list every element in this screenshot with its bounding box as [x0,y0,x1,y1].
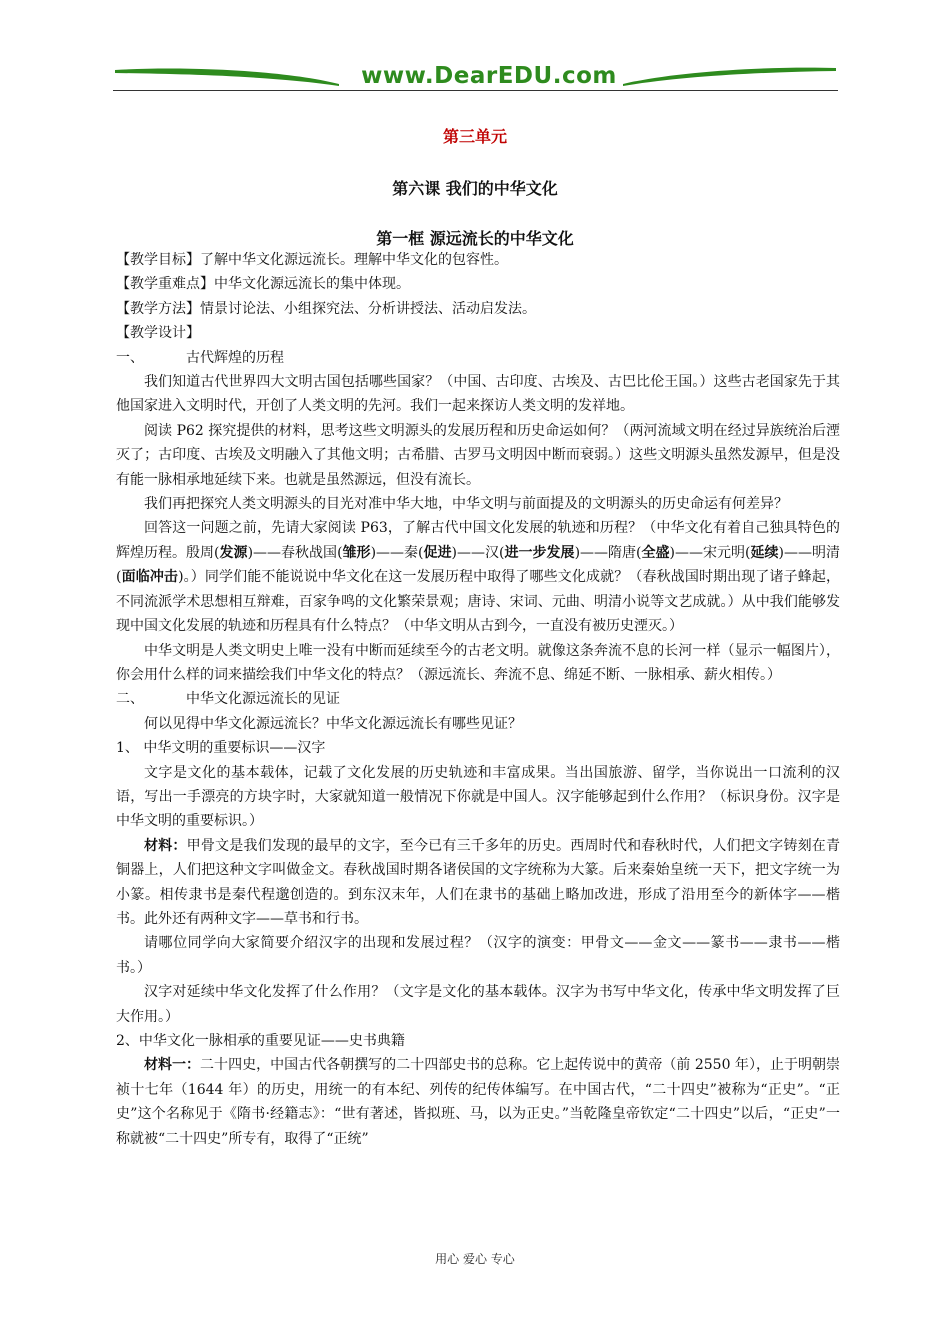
paragraph: 何以见得中华文化源远流长？中华文化源远流长有哪些见证？ [144,715,522,732]
bold-term: 全盛 [641,544,670,561]
paragraph: 文字是文化的基本载体，记载了文化发展的历史轨迹和丰富成果。当出国旅游、留学，当你说出一口流利的汉语，写出一手漂亮的方块字时，大家就知道一般情况下你就是中国人。汉字能够起到什么作用？（标识身份。汉字是中华文明的重要标识。） [116,764,840,830]
section-1-title: 古代辉煌的历程 [186,349,284,366]
material-label: 材料一： [144,1057,201,1074]
teaching-goal: 【教学目标】了解中华文化源远流长。理解中华文化的包容性。 [116,252,508,268]
material-label: 材料： [144,837,187,854]
section-2-heading [116,687,840,711]
site-header [113,62,838,92]
paragraph: 中华文明是人类文明史上唯一没有中断而延续至今的古老文明。就像这条奔流不息的长河一样（显示一幅图片），你会用什么样的词来描绘我们中华文化的特点？（源远流长、奔流不息、绵延不断、一脉相承、薪火相传。） [116,642,840,683]
teaching-key-points: 【教学重难点】中华文化源远流长的集中体现。 [116,276,410,293]
bold-term: 延续 [750,544,779,561]
section-1-number: 一、 [116,349,144,366]
bold-term: 雏形 [342,544,371,561]
material-paragraph: 材料一：二十四史，中国古代各朝撰写的二十四部史书的总称。它上起传说中的黄帝（前 2550 年），止于明朝崇祯十七年（1644 年）的历史，用统一的有本纪、列传的纪传体编写。在中国古代，“二十四史”被称为“正史”。“正史”这个名称见于《隋书·经籍志》：“世有著述，皆拟班、马，以为正史。”当乾隆皇帝钦定“二十四史”以后，“正史”一称就被“二十四史”所专有，取得了“正统” [116,1057,841,1147]
bold-term: 进一步发展 [504,544,575,561]
paragraph: 请哪位同学向大家简要介绍汉字的出现和发展过程？（汉字的演变：甲骨文——金文——篆书——隶书——楷书。） [116,935,840,976]
bold-term: 发源 [219,544,248,561]
frame-title: 第一框 源远流长的中华文化 [376,229,574,248]
subsection-heading: 2、中华文化一脉相承的重要见证——史书典籍 [116,1033,405,1049]
unit-title: 第三单元 [442,127,507,146]
paragraph-culture-timeline: 回答这一问题之前，先请大家阅读 P63，了解古代中国文化发展的轨迹和历程？（中华文化有着自己独具特色的辉煌历程。殷周(发源)——春秋战国(雏形)——秦(促进)——汉(进一步发展)——隋唐(全盛)——宋元明(延续)——明清(面临冲击)。）同学们能不能说说中华文化在这一发展历程中取得了哪些文化成就？（春秋战国时期出现了诸子蜂起，不同流派学术思想相互辩难，百家争鸣的文化繁荣景观；唐诗、宋词、元曲、明清小说等文艺成就。）从中我们能够发现中国文化发展的轨迹和历程具有什么特点？（中华文明从古到今，一直没有被历史湮灭。） [116,520,841,635]
paragraph: 我们知道古代世界四大文明古国包括哪些国家？（中国、古印度、古埃及、古巴比伦王国。）这些古老国家先于其他国家进入文明时代，开创了人类文明的先河。我们一起来探访人类文明的发祥地。 [116,374,840,415]
left-swoosh [115,69,339,86]
section-2-number: 二、 [116,691,144,708]
paragraph: 阅读 P62 探究提供的材料，思考这些文明源头的发展历程和历史命运如何？（两河流域文明在经过异族统治后湮灭了；古印度、古埃及文明融入了其他文明；古希腊、古罗马文明因中断而衰弱。）这些文明源头虽然发源早，但是没有能一脉相承地延续下来。也就是虽然源远，但没有流长。 [116,422,840,488]
section-2-title: 中华文化源远流长的见证 [186,691,340,708]
lesson-title: 第六课 我们的中华文化 [392,179,558,198]
teaching-methods: 【教学方法】情景讨论法、小组探究法、分析讲授法、活动启发法。 [116,300,536,317]
section-1-heading [116,346,840,370]
header-divider [113,90,838,91]
document-body [116,248,840,1151]
bold-term: 促进 [423,544,452,561]
subsection-heading: 1、 中华文明的重要标识——汉字 [116,740,326,757]
right-swoosh [623,68,836,86]
paragraph: 我们再把探究人类文明源头的目光对准中华大地，中华文明与前面提及的文明源头的历史命运有何差异？ [144,496,788,513]
teaching-design-heading: 【教学设计】 [116,325,200,342]
paragraph: 汉字对延续中华文化发挥了什么作用？（文字是文化的基本载体。汉字为书写中华文化，传承中华文明发挥了巨大作用。） [116,984,840,1025]
page-footer: 用心 爱心 专心 [435,1252,515,1266]
bold-term: 面临冲击 [121,569,179,586]
material-paragraph: 材料：甲骨文是我们发现的最早的文字，至今已有三千多年的历史。西周时代和春秋时代，人们把文字铸刻在青铜器上，人们把这种文字叫做金文。春秋战国时期各诸侯国的文字统称为大篆。后来秦始皇统一天下，把文字统一为小篆。相传隶书是秦代程邈创造的。到东汉末年，人们在隶书的基础上略加改进，形成了沿用至今的新体字——楷书。此外还有两种文字——草书和行书。 [116,837,840,927]
site-logo-text: www.DearEDU.com [361,63,617,89]
